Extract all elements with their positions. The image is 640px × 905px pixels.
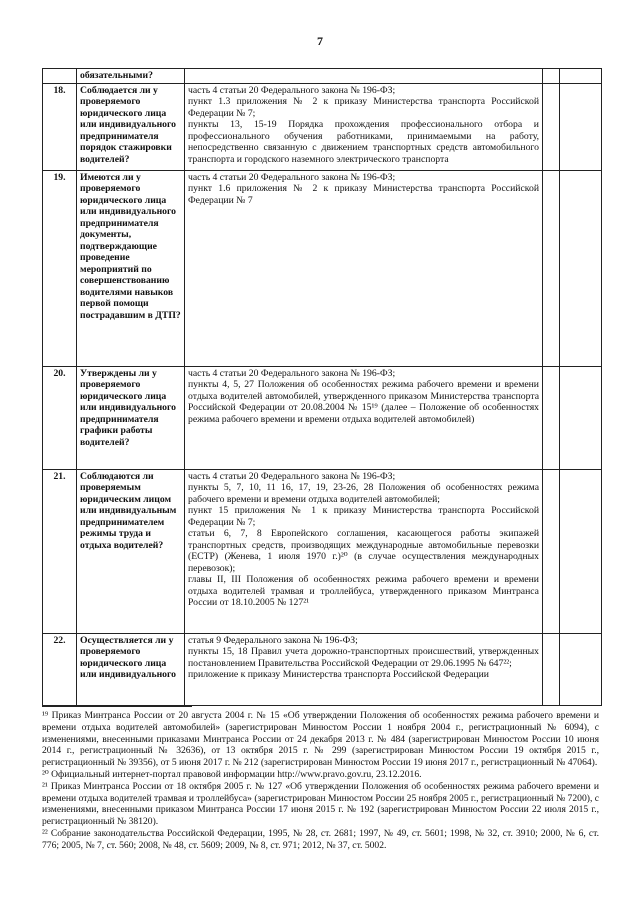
footnote: ²¹ Приказ Минтранса России от 18 октября 2005 г. № 127 «Об утверждении Положения об особенностях режима рабочего времени и времени отдыха водителей трамвая и троллейбуса» (зарегистрирован Минюстом России 25 ноября 2005 г., регистрационный № 7200), с изменениями, внесенными приказом Минтранса России 17 июня 2015 г. № 192 (зарегистрирован Минюстом России 22 июля 2015 г., регистрационный № 38120).: [42, 780, 599, 828]
table-row: [43, 170, 602, 366]
requirement-question: обязательными?: [77, 69, 185, 84]
legal-references: [185, 469, 543, 633]
requirement-question: Имеются ли у проверяемого юридического лица или индивидуального предпринимателя документы, подтверждающие проведение мероприятий по совершенствованию водителями навыков первой помощи пострадавшим в ДТП?: [77, 170, 185, 366]
legal-references: [185, 83, 543, 170]
legal-reference: пункт 1.6 приложения № 2 к приказу Министерства транспорта Российской Федерации № 7: [188, 183, 539, 206]
row-number: 21.: [43, 469, 77, 633]
table-row: [43, 469, 602, 633]
notes-cell: [560, 170, 602, 366]
requirement-question: Утверждены ли у проверяемого юридического лица или индивидуального предпринимателя графики работы водителей?: [77, 366, 185, 469]
footnote-separator: [42, 706, 192, 707]
table-row: [43, 83, 602, 170]
notes-cell: [560, 633, 602, 705]
legal-reference: главы II, III Положения об особенностях режима рабочего времени и времени отдыха водителей трамвая и троллейбуса, утвержденного приказом Минтранса России от 18.10.2005 № 127²¹: [188, 574, 539, 608]
requirement-question: Осуществляется ли у проверяемого юридического лица или индивидуального: [77, 633, 185, 705]
legal-reference: пункты 5, 7, 10, 11 16, 17, 19, 23-26, 28 Положения об особенностях режима рабочего времени и времени отдыха водителей автомобилей;: [188, 482, 539, 505]
legal-reference: часть 4 статьи 20 Федерального закона № 196-ФЗ;: [188, 84, 396, 96]
row-number: 22.: [43, 633, 77, 705]
legal-references: [185, 69, 543, 84]
checklist-table: [42, 68, 602, 706]
answer-cell: [543, 170, 560, 366]
requirement-question: Соблюдаются ли проверяемым юридическим лицом или индивидуальным предпринимателем режимы труда и отдыха водителей?: [77, 469, 185, 633]
row-number: 20.: [43, 366, 77, 469]
table-row: [43, 69, 602, 84]
requirement-question: Соблюдается ли у проверяемого юридического лица или индивидуального предпринимателя порядок стажировки водителей?: [77, 83, 185, 170]
notes-cell: [560, 69, 602, 84]
footnotes: [42, 710, 599, 852]
answer-cell: [543, 633, 560, 705]
legal-references: [185, 633, 543, 705]
legal-references: [185, 366, 543, 469]
page-number: 7: [317, 34, 323, 48]
answer-cell: [543, 469, 560, 633]
row-number: [43, 69, 77, 84]
footnote: ²² Собрание законодательства Российской Федерации, 1995, № 28, ст. 2681; 1997, № 49, ст. 5601; 1998, № 32, ст. 3910; 2000, № 6, ст. 776; 2005, № 7, ст. 560; 2008, № 48, ст. 5609; 2009, № 8, ст. 971; 2012, № 37, ст. 5002.: [42, 827, 599, 851]
table-row: [43, 366, 602, 469]
legal-reference: пункт 15 приложения № 1 к приказу Министерства транспорта Российской Федерации № 7;: [188, 505, 539, 528]
legal-reference: пункты 13, 15-19 Порядка прохождения профессионального отбора и профессионального обучения работниками, принимаемыми на работу, непосредственно связанную с движением транспортных средств автомобильного транспорта и городского наземного электрического транспорта: [188, 119, 539, 165]
footnote: ¹⁹ Приказ Минтранса России от 20 августа 2004 г. № 15 «Об утверждении Положения об особенностях режима рабочего времени и времени отдыха водителей автомобилей» (зарегистрирован Минюстом России 1 ноября 2004 г., регистрационный № 6094), с изменениями, внесенными приказами Минтранса России от 24 декабря 2013 г. № 484 (зарегистрирован Минюстом России 10 июня 2014 г., регистрационный № 32636), от 13 октября 2015 г. № 299 (зарегистрирован Минюстом России 19 октября 2015 г., регистрационный № 39356), от 5 июня 2017 г. № 212 (зарегистрирован Минюстом России 19 июня 2017 г., регистрационный № 47064).: [42, 710, 599, 769]
legal-reference: пункт 1.3 приложения № 2 к приказу Министерства транспорта Российской Федерации № 7;: [188, 96, 539, 119]
legal-reference: часть 4 статьи 20 Федерального закона № 196-ФЗ;: [188, 367, 396, 379]
answer-cell: [543, 83, 560, 170]
table-row: [43, 633, 602, 705]
footnote: ²⁰ Официальный интернет-портал правовой информации http://www.pravo.gov.ru, 23.12.2016.: [42, 768, 422, 780]
legal-reference: пункты 15, 18 Правил учета дорожно-транспортных происшествий, утвержденных постановлением Правительства Российской Федерации от 29.06.1995 № 647²²;: [188, 646, 539, 669]
answer-cell: [543, 69, 560, 84]
notes-cell: [560, 366, 602, 469]
legal-reference: статья 9 Федерального закона № 196-ФЗ;: [188, 634, 358, 646]
legal-references: [185, 170, 543, 366]
notes-cell: [560, 469, 602, 633]
legal-reference: статьи 6, 7, 8 Европейского соглашения, касающегося работы экипажей транспортных средств, производящих международные автомобильные перевозки (ЕСТР) (Женева, 1 июля 1970 г.)²⁰ (в случае осуществления международных перевозок);: [188, 528, 539, 574]
legal-reference: приложение к приказу Министерства транспорта Российской Федерации: [188, 669, 489, 680]
legal-reference: пункты 4, 5, 27 Положения об особенностях режима рабочего времени и времени отдыха водителей автомобилей, утвержденного приказом Министерства транспорта Российской Федерации от 20.08.2004 № 15¹⁹ (далее – Положение об особенностях режима рабочего времени и времени отдыха водителей автомобилей): [188, 379, 539, 425]
legal-reference: часть 4 статьи 20 Федерального закона № 196-ФЗ;: [188, 470, 396, 482]
answer-cell: [543, 366, 560, 469]
row-number: 18.: [43, 83, 77, 170]
legal-reference: часть 4 статьи 20 Федерального закона № 196-ФЗ;: [188, 171, 396, 183]
notes-cell: [560, 83, 602, 170]
row-number: 19.: [43, 170, 77, 366]
